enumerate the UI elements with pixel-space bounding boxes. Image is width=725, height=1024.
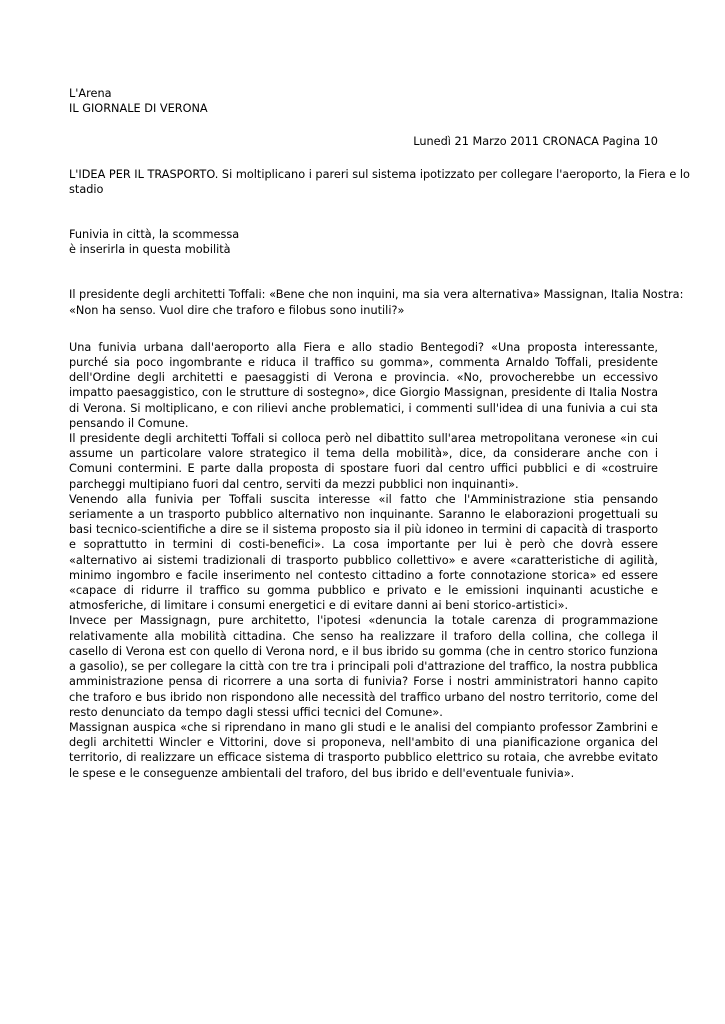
body-paragraph: Una funivia urbana dall'aeroporto alla Fiera e allo stadio Bentegodi? «Una proposta interessante, purché sia poco ingombrante e riduca il traffico su gomma», commenta Arnaldo Toffali, presidente dell'Ordine degli architetti e paesaggisti di Verona e provincia. «No, provocherebbe un eccessivo impatto paesaggistico, con le strutture di sostegno», dice Giorgio Massignan, presidente di Italia Nostra di Verona. Si moltiplicano, e con rilievi anche problematici, i commenti sull'idea di una funivia a cui sta pensando il Comune. [69, 340, 658, 430]
body-paragraph: Massignan auspica «che si riprendano in mano gli studi e le analisi del compianto professor Zambrini e degli architetti Wincler e Vittorini, dove si proponeva, nell'ambito di una pianificazione organica del territorio, di realizzare un efficace sistema di trasporto pubblico elettrico su rotaia, che avrebbe evitato le spese e le conseguenze ambientali del traforo, del bus ibrido e dell'eventuale funivia». [69, 720, 658, 780]
document-page [69, 86, 690, 781]
masthead [69, 86, 658, 116]
article-body [69, 340, 658, 781]
subheading-line: Il presidente degli architetti Toffali: «Bene che non inquini, ma sia vera alternativa» Massignan, Italia Nostra: [69, 288, 684, 302]
body-paragraph: Invece per Massignagn, pure architetto, l'ipotesi «denuncia la totale carenza di programmazione relativamente alla mobilità cittadina. Che senso ha realizzare il traforo della collina, che collega il casello di Verona est con quello di Verona nord, e il bus ibrido su gomma (che in centro storico funziona a gasolio), se per collegare la città con tre tra i principali poli d'attrazione del traffico, la nostra pubblica amministrazione pensa di ricorrere a una sorta di funivia? Forse i nostri amministratori hanno capito che traforo e bus ibrido non rispondono alle necessità del traffico urbano del nostro territorio, come del resto denunciato da tempo dagli stessi uffici tecnici del Comune». [69, 614, 658, 719]
article-headline [69, 227, 658, 257]
subheading-line: «Non ha senso. Vuol dire che traforo e filobus sono inutili?» [69, 303, 405, 317]
headline-line: è inserirla in questa mobilità [69, 243, 231, 257]
newspaper-subtitle: IL GIORNALE DI VERONA [69, 102, 208, 116]
date-line: Lunedì 21 Marzo 2011 CRONACA Pagina 10 [413, 135, 658, 149]
kicker-line: L'IDEA PER IL TRASPORTO. Si moltiplicano i pareri sul sistema ipotizzato per collegare l'aeroporto, la Fiera e lo [69, 167, 690, 181]
body-paragraph: Venendo alla funivia per Toffali suscita interesse «il fatto che l'Amministrazione stia pensando seriamente a un trasporto pubblico alternativo non inquinante. Saranno le elaborazioni progettuali su basi tecnico-scientifiche a dire se il sistema proposto sia il più idoneo in termini di capacità di trasporto e soprattutto in termini di costi-benefici». La cosa importante per lui è però che dovrà essere «alternativo ai sistemi tradizionali di trasporto pubblico collettivo» e avere «caratteristiche di agilità, minimo ingombro e facile inserimento nel contesto cittadino a forte connotazione storica» ed essere «capace di ridurre il traffico su gomma pubblico e privato e le emissioni inquinanti acustiche e atmosferiche, di limitare i consumi energetici e di evitare danni ai beni storico-artistici». [69, 492, 658, 613]
newspaper-name: L'Arena [69, 87, 112, 100]
body-paragraph: Il presidente degli architetti Toffali si colloca però nel dibattito sull'area metropolitana veronese «in cui assume un particolare valore strategico il tema della mobilità», dice, da considerare anche con i Comuni contermini. E parte dalla proposta di spostare fuori dal centro uffici pubblici e di «costruire parcheggi multipiano fuori dal centro, serviti da mezzi pubblici non inquinanti». [69, 432, 658, 491]
article-kicker [69, 167, 690, 197]
kicker-line: stadio [69, 182, 104, 196]
article-subheading [69, 287, 684, 317]
headline-line: Funivia in città, la scommessa [69, 228, 240, 242]
